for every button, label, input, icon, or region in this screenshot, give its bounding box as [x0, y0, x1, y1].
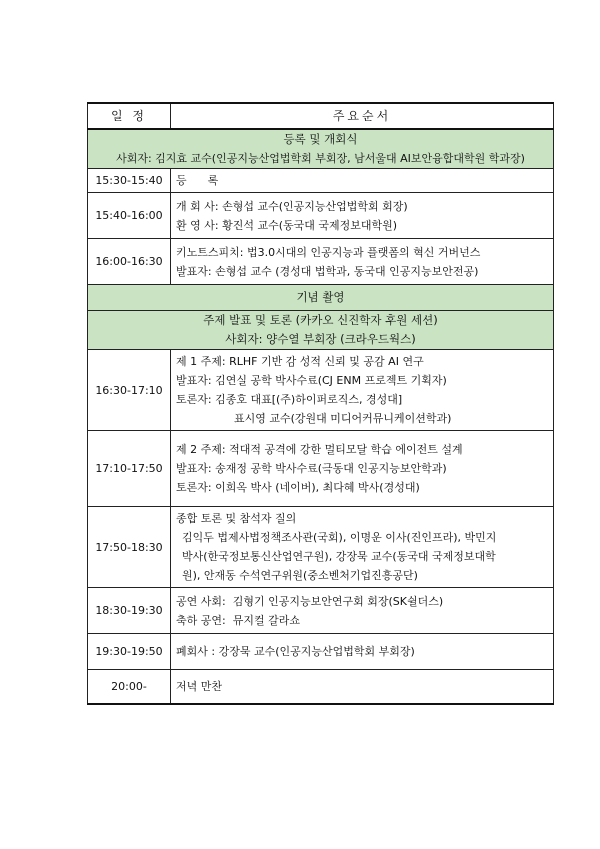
session-title: 주제 발표 및 토론 (카카오 신진학자 후원 세션)	[203, 313, 438, 327]
program-line: 공연 사회: 김형기 인공지능보안연구회 회장(SK쉴더스)	[176, 594, 444, 608]
program-line: 축하 공연: 뮤지컬 갈라쇼	[176, 613, 300, 627]
program-line: 박사(한국정보통신산업연구원), 강장묵 교수(동국대 국제정보대학	[182, 550, 496, 563]
row-time: 17:50-18:30	[88, 507, 171, 588]
program-line: 환 영 사: 황진석 교수(동국대 국제정보대학원)	[176, 218, 398, 232]
photo-section: 기념 촬영	[88, 285, 554, 311]
schedule-row	[88, 350, 554, 431]
row-program	[171, 431, 554, 507]
program-line: 발표자: 손형섭 교수 (경성대 법학과, 동국대 인공지능보안전공)	[176, 264, 479, 278]
program-line: 김익두 법제사법정책조사관(국회), 이명운 이사(진인프라), 박민지	[182, 531, 497, 544]
schedule-row	[88, 239, 554, 285]
program-line: 제 2 주제: 적대적 공격에 강한 멀티모달 학습 에이전트 설계	[176, 443, 463, 456]
program-line: 종합 토론 및 참석자 질의	[176, 512, 297, 525]
row-program	[171, 634, 554, 670]
row-time: 16:30-17:10	[88, 350, 171, 431]
row-program	[171, 350, 554, 431]
photo-row	[88, 285, 554, 311]
row-program	[171, 193, 554, 239]
opening-moderator: 사회자: 김지효 교수(인공지능산업법학회 부회장, 남서울대 AI보안융합대학원 학과장)	[116, 152, 525, 165]
row-time: 17:10-17:50	[88, 431, 171, 507]
schedule-row	[88, 193, 554, 239]
program-line: 토론자: 김종호 대표[(주)하이퍼로직스, 경성대]	[176, 393, 403, 406]
program-line: 제 1 주제: RLHF 기반 감 성적 신뢰 및 공감 AI 연구	[176, 355, 424, 368]
schedule-row	[88, 507, 554, 588]
opening-title: 등록 및 개회식	[283, 132, 358, 146]
session-row	[88, 311, 554, 350]
schedule-row	[88, 169, 554, 193]
session-moderator: 사회자: 양수열 부회장 (크라우드웍스)	[225, 332, 416, 346]
program-line: 발표자: 김연실 공학 박사수료(CJ ENM 프로젝트 기획자)	[176, 374, 447, 387]
opening-row	[88, 129, 554, 169]
schedule-row	[88, 431, 554, 507]
row-time: 16:00-16:30	[88, 239, 171, 285]
program-line: 저녁 만찬	[176, 679, 223, 693]
row-program	[171, 169, 554, 193]
session-section	[88, 311, 554, 350]
row-program	[171, 588, 554, 634]
row-time: 18:30-19:30	[88, 588, 171, 634]
program-line: 폐회사 : 강장묵 교수(인공지능산업법학회 부회장)	[176, 645, 415, 658]
schedule-row	[88, 588, 554, 634]
schedule-row	[88, 634, 554, 670]
row-time: 19:30-19:50	[88, 634, 171, 670]
program-line: 등 록	[176, 174, 219, 187]
program-line: 토론자: 이희옥 박사 (네이버), 최다혜 박사(경성대)	[176, 481, 420, 494]
schedule-row	[88, 670, 554, 704]
row-time: 20:00-	[88, 670, 171, 704]
program-line: 표시영 교수(강원대 미디어커뮤니케이션학과)	[234, 412, 452, 425]
program-line: 발표자: 송재정 공학 박사수료(극동대 인공지능보안학과)	[176, 462, 447, 475]
program-line: 원), 안재동 수석연구위원(중소벤처기업진흥공단)	[182, 569, 418, 582]
row-program	[171, 670, 554, 704]
row-program	[171, 507, 554, 588]
program-line: 개 회 사: 손형섭 교수(인공지능산업법학회 회장)	[176, 199, 408, 213]
row-time: 15:40-16:00	[88, 193, 171, 239]
opening-section	[88, 129, 554, 169]
row-program	[171, 239, 554, 285]
header-time: 일 정	[88, 103, 171, 129]
schedule-table	[87, 102, 554, 705]
header-program: 주요순서	[171, 103, 554, 129]
program-line: 키노트스피치: 법3.0시대의 인공지능과 플랫폼의 혁신 거버넌스	[176, 245, 481, 259]
table-header-row	[88, 103, 554, 129]
row-time: 15:30-15:40	[88, 169, 171, 193]
